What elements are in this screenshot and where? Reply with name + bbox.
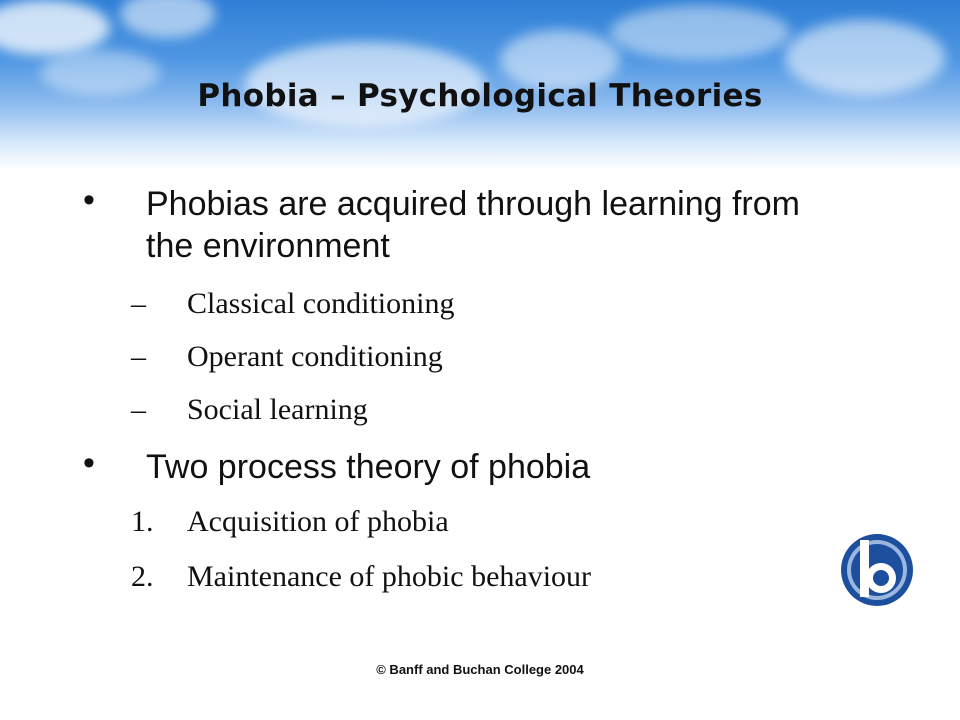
logo-b-stem	[860, 540, 869, 597]
slide-title: Phobia – Psychological Theories	[197, 78, 763, 114]
cloud-shape	[0, 0, 110, 55]
bullet-text: Phobias are acquired through learning from the environment	[146, 185, 800, 265]
sub-item-marker: –	[131, 340, 146, 373]
sub-item-text: Classical conditioning	[187, 287, 455, 320]
sub-item-marker: 1.	[131, 505, 154, 538]
bullet-marker: •	[83, 444, 95, 482]
sub-item-marker: –	[131, 287, 146, 320]
college-logo	[838, 531, 916, 609]
sub-item-text: Social learning	[187, 393, 368, 426]
sub-item-text: Maintenance of phobic behaviour	[187, 560, 592, 593]
cloud-shape	[120, 0, 215, 38]
bullet-text: Two process theory of phobia	[146, 448, 591, 486]
sub-item-marker: 2.	[131, 560, 154, 593]
cloud-shape	[610, 5, 790, 60]
bullet-marker: •	[83, 181, 95, 219]
footer-copyright: © Banff and Buchan College 2004	[376, 662, 584, 677]
sub-item-marker: –	[131, 393, 146, 426]
sub-item-text: Acquisition of phobia	[187, 505, 449, 538]
sub-item-text: Operant conditioning	[187, 340, 443, 373]
logo-b-counter	[873, 570, 889, 586]
